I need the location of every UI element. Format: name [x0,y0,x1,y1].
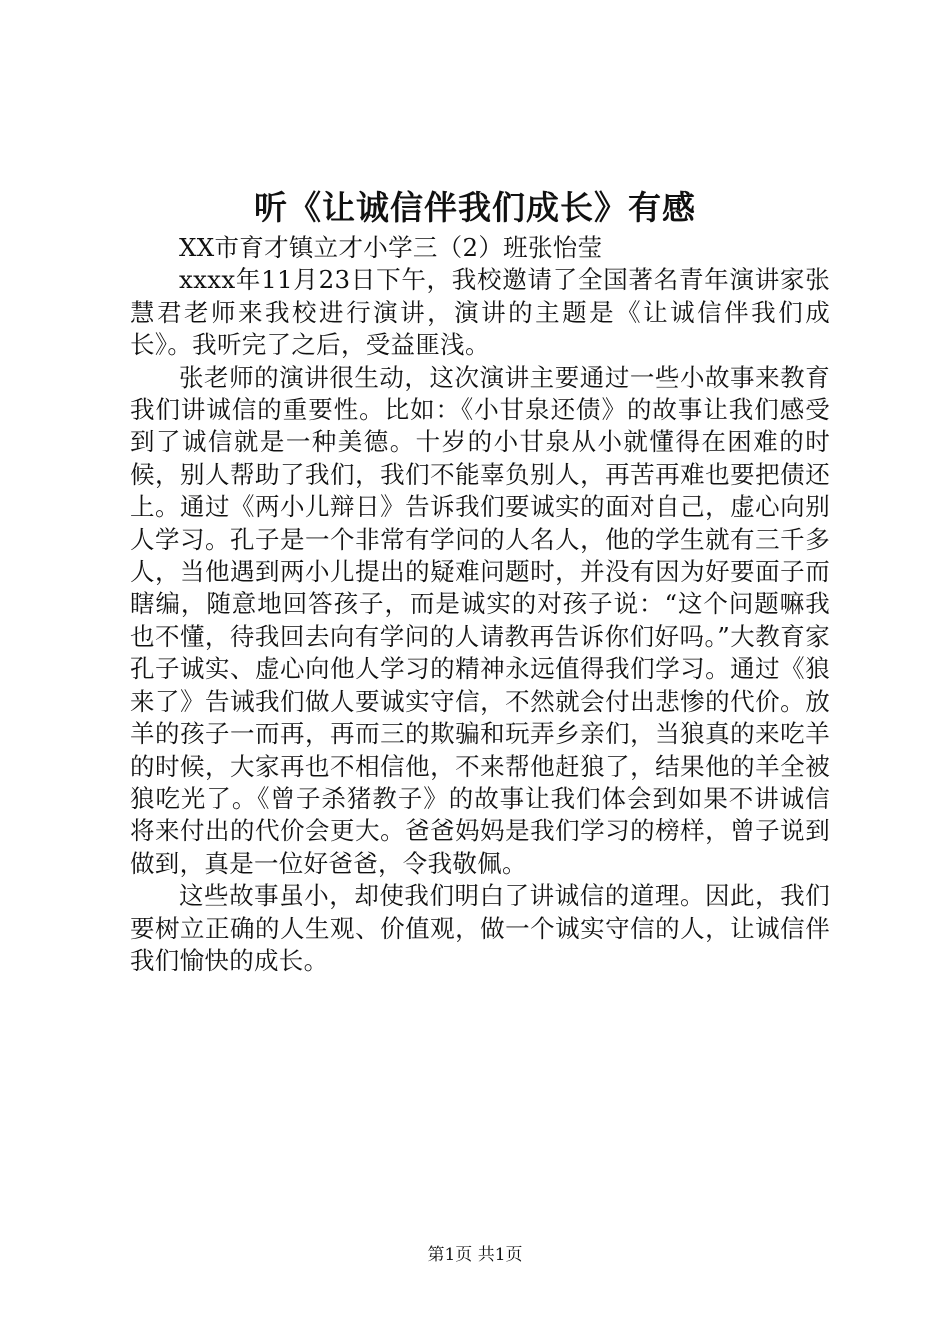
paragraph: 这些故事虽小，却使我们明白了讲诚信的道理。因此，我们要树立正确的人生观、价值观，做一个诚实守信的人，让诚信伴我们愉快的成长。 [130,881,830,975]
author-line: XX市育才镇立才小学三（2）班张怡莹 [179,233,603,262]
document-title: 听《让诚信伴我们成长》有感 [254,188,696,227]
paragraph: 张老师的演讲很生动，这次演讲主要通过一些小故事来教育我们讲诚信的重要性。比如：《小甘泉还债》的故事让我们感受到了诚信就是一种美德。十岁的小甘泉从小就懂得在困难的时候，别人帮助了我们，我们不能辜负别人，再苦再难也要把债还上。通过《两小儿辩日》告诉我们要诚实的面对自己，虚心向别人学习。孔子是一个非常有学问的人名人，他的学生就有三千多人，当他遇到两小儿提出的疑难问题时，并没有因为好要面子而瞎编，随意地回答孩子，而是诚实的对孩子说：“这个问题嘛我也不懂，待我回去向有学问的人请教再告诉你们好吗。”大教育家孔子诚实、虚心向他人学习的精神永远值得我们学习。通过《狼来了》告诫我们做人要诚实守信，不然就会付出悲惨的代价。放羊的孩子一而再，再而三的欺骗和玩弄乡亲们，当狼真的来吃羊的时候，大家再也不相信他，不来帮他赶狼了，结果他的羊全被狼吃光了。《曾子杀猪教子》的故事让我们体会到如果不讲诚信将来付出的代价会更大。爸爸妈妈是我们学习的榜样，曾子说到做到，真是一位好爸爸，令我敬佩。 [130,362,831,878]
document-body [130,232,830,977]
paragraph: xxxx年11月23日下午，我校邀请了全国著名青年演讲家张慧君老师来我校进行演讲，演讲的主题是《让诚信伴我们成长》。我听完了之后，受益匪浅。 [130,265,830,360]
page-footer: 第1页 共1页 [427,1245,523,1265]
